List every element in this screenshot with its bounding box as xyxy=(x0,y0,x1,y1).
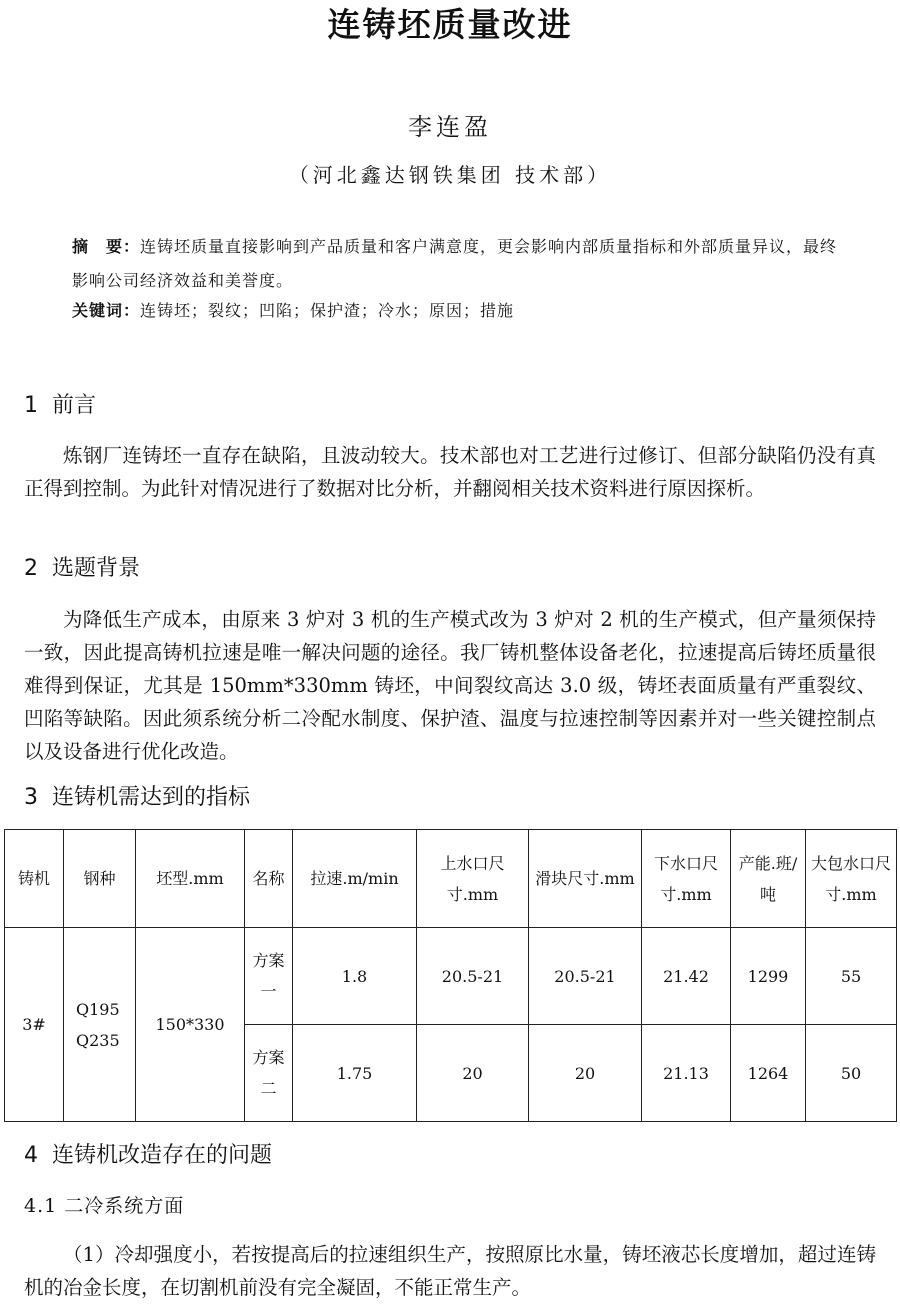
abstract-text: 连铸坯质量直接影响到产品质量和客户满意度，更会影响内部质量指标和外部质量异议，最终影响公司经济效益和美誉度。 xyxy=(72,237,838,290)
header-capacity: 产能.班/吨 xyxy=(731,830,806,928)
grade-item: Q235 xyxy=(76,1030,120,1050)
abstract-label: 摘 要： xyxy=(72,237,141,256)
grade-item: Q195 xyxy=(76,999,120,1019)
cell-speed: 1.8 xyxy=(293,928,417,1025)
caster-target-table xyxy=(4,829,897,1122)
section-number: 3 xyxy=(24,785,38,810)
cell-capacity: 1299 xyxy=(731,928,806,1025)
author-name: 李连盈 xyxy=(408,113,492,141)
header-grade: 钢种 xyxy=(64,830,136,928)
section-heading-3 xyxy=(24,783,250,813)
section-title: 连铸机改造存在的问题 xyxy=(52,1143,273,1168)
section-number: 2 xyxy=(24,556,38,581)
section-heading-2 xyxy=(24,554,140,584)
section-title: 前言 xyxy=(52,393,97,418)
cell-lower-nozzle: 21.42 xyxy=(642,928,731,1025)
section-heading-1 xyxy=(24,391,96,421)
section-2-body: 为降低生产成本，由原来 3 炉对 3 机的生产模式改为 3 炉对 2 机的生产模式，但产量须保持一致，因此提高铸机拉速是唯一解决问题的途径。我厂铸机整体设备老化，拉速提高后铸坯质量很难得到保证，尤其是 150mm*330mm 铸坯，中间裂纹高达 3.0 级，铸坯表面质量有严重裂纹、凹陷等缺陷。因此须系统分析二冷配水制度、保护渣、温度与拉速控制等因素并对一些关键控制点以及设备进行优化改造。 xyxy=(24,608,876,763)
section-title: 选题背景 xyxy=(52,556,141,581)
cell-name: 方案二 xyxy=(245,1025,293,1122)
table-row xyxy=(5,928,897,1025)
header-billet: 坯型.mm xyxy=(136,830,245,928)
header-speed: 拉速.m/min xyxy=(293,830,417,928)
header-name: 名称 xyxy=(245,830,293,928)
cell-billet: 150*330 xyxy=(136,928,245,1122)
subsection-4-1-body: （1）冷却强度小，若按提高后的拉速组织生产，按照原比水量，铸坯液芯长度增加，超过连铸机的冶金长度，在切割机前没有完全凝固，不能正常生产。 xyxy=(24,1243,876,1299)
header-ladle-nozzle: 大包水口尺寸.mm xyxy=(806,830,897,928)
cell-name: 方案一 xyxy=(245,928,293,1025)
cell-upper-nozzle: 20.5-21 xyxy=(417,928,529,1025)
section-number: 4 xyxy=(24,1143,38,1168)
header-machine: 铸机 xyxy=(5,830,64,928)
author-affiliation: （河北鑫达钢铁集团 技术部） xyxy=(288,163,612,187)
cell-lower-nozzle: 21.13 xyxy=(642,1025,731,1122)
cell-capacity: 1264 xyxy=(731,1025,806,1122)
cell-upper-nozzle: 20 xyxy=(417,1025,529,1122)
keywords xyxy=(72,296,842,326)
cell-speed: 1.75 xyxy=(293,1025,417,1122)
section-1-body: 炼钢厂连铸坯一直存在缺陷，且波动较大。技术部也对工艺进行过修订、但部分缺陷仍没有真正得到控制。为此针对情况进行了数据对比分析，并翻阅相关技术资料进行原因探析。 xyxy=(24,444,876,500)
cell-grades xyxy=(64,928,136,1122)
cell-machine: 3# xyxy=(5,928,64,1122)
section-title: 连铸机需达到的指标 xyxy=(52,785,251,810)
table-header-row xyxy=(5,830,897,928)
abstract xyxy=(72,230,842,298)
subsection-heading-4-1: 4.1 二冷系统方面 xyxy=(24,1195,185,1217)
keywords-label: 关键词： xyxy=(72,301,141,320)
header-slider: 滑块尺寸.mm xyxy=(529,830,642,928)
cell-ladle-nozzle: 50 xyxy=(806,1025,897,1122)
header-upper-nozzle: 上水口尺寸.mm xyxy=(417,830,529,928)
cell-slider: 20.5-21 xyxy=(529,928,642,1025)
cell-slider: 20 xyxy=(529,1025,642,1122)
keywords-text: 连铸坯；裂纹；凹陷；保护渣；冷水；原因；措施 xyxy=(140,301,515,320)
header-lower-nozzle: 下水口尺寸.mm xyxy=(642,830,731,928)
section-number: 1 xyxy=(24,393,38,418)
section-heading-4 xyxy=(24,1141,272,1171)
paper-title: 连铸坯质量改进 xyxy=(327,5,573,44)
cell-ladle-nozzle: 55 xyxy=(806,928,897,1025)
